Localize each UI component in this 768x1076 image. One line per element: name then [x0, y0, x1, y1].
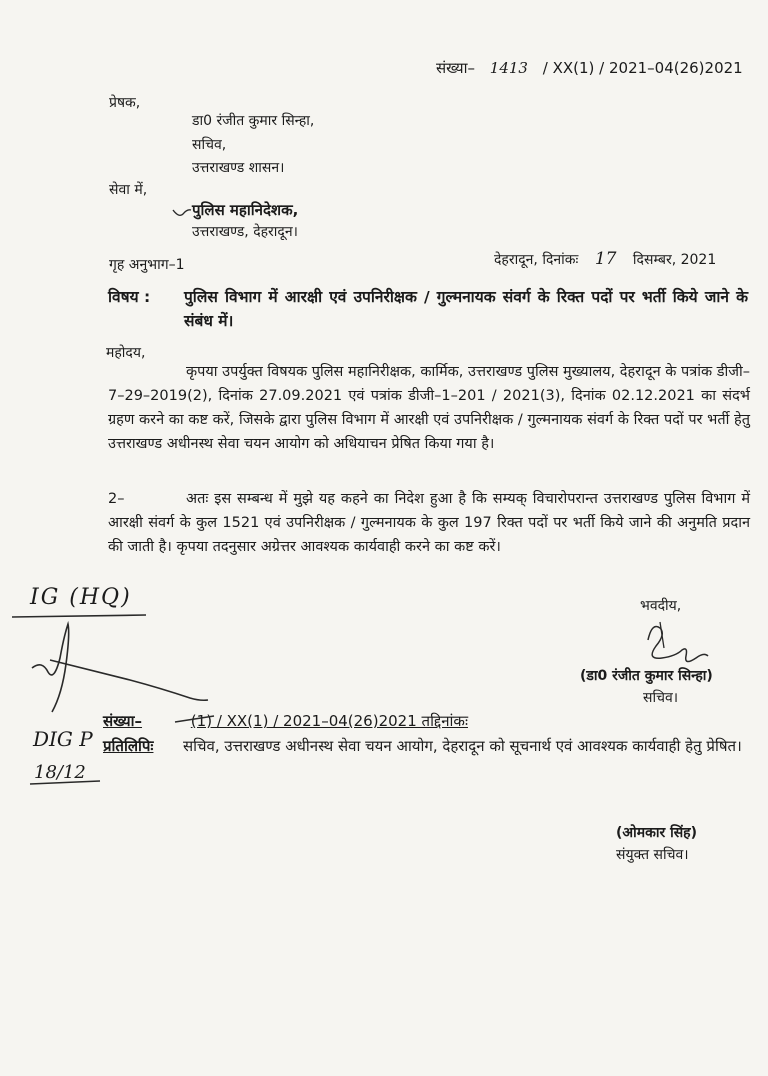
ref-suffix: / XX(1) / 2021–04(26)2021 [542, 59, 743, 77]
margin-date-underline [30, 781, 100, 784]
sender-office: उत्तराखण्ड शासन। [192, 160, 285, 176]
handwritten-note: IG (HQ) [30, 585, 132, 610]
sender-name: डा0 रंजीत कुमार सिन्हा, [192, 113, 315, 129]
ref-handwritten-number: 1413 [489, 59, 528, 77]
salutation: महोदय, [106, 345, 146, 361]
ref-blank-stroke [175, 716, 214, 722]
recipient-office: उत्तराखण्ड, देहरादून। [192, 224, 298, 240]
subject-label: विषय : [108, 288, 151, 306]
paragraph-2-number: 2– [108, 491, 125, 507]
margin-signature [32, 624, 208, 712]
ref-prefix: संख्या– [436, 59, 476, 77]
signatory-2-name: (ओमकार सिंह) [616, 825, 697, 841]
margin-date: 18/12 [34, 762, 86, 783]
date-day-handwritten: 17 [594, 249, 617, 269]
copy-to-label: प्रतिलिपिः [103, 737, 154, 755]
recipient-label: सेवा में, [109, 182, 148, 198]
endorsement-ref-label: संख्या– [103, 712, 143, 730]
signatory-2-designation: संयुक्त सचिव। [616, 847, 689, 863]
signatory-1-name: (डा0 रंजीत कुमार सिन्हा) [580, 668, 713, 684]
paragraph-1-text: कृपया उपर्युक्त विषयक पुलिस महानिरीक्षक, कार्मिक, उत्तराखण्ड पुलिस मुख्यालय, देहरादून के पत्रांक डीजी–7–29–2019(2), दिनांक 27.09.2021 एवं पत्रांक डीजी–1–201 / 2021(3), दिनांक 02.12.2021 का संदर्भ ग्रहण करने का कष्ट करें, जिसके द्वारा पुलिस विभाग में आरक्षी एवं उपनिरीक्षक / गुल्मनायक संवर्ग के रिक्त पदों पर भर्ती हेतु उत्तराखण्ड अधीनस्थ सेवा चयन आयोग को अधियाचन प्रेषित किया गया है। [108, 364, 750, 452]
sender-designation: सचिव, [192, 137, 227, 153]
recipient-designation: पुलिस महानिदेशक, [192, 201, 299, 219]
signature-1-stroke [660, 622, 664, 648]
tick-mark [173, 210, 191, 216]
margin-initials: DIG P [33, 727, 93, 751]
endorsement-ref-suffix: (1) / XX(1) / 2021–04(26)2021 तद्दिनांकः [190, 712, 468, 730]
note-underline [12, 615, 146, 617]
signature-1 [648, 627, 708, 662]
date-place: देहरादून, दिनांकः [494, 252, 579, 268]
subject-text: पुलिस विभाग में आरक्षी एवं उपनिरीक्षक / गुल्मनायक संवर्ग के रिक्त पदों पर भर्ती किये जाने के संबंध में। [184, 288, 748, 330]
signatory-1-designation: सचिव। [643, 690, 679, 706]
paragraph-2-text: अतः इस सम्बन्ध में मुझे यह कहने का निदेश हुआ है कि सम्यक् विचारोपरान्त उत्तराखण्ड पुलिस विभाग में आरक्षी संवर्ग के कुल 1521 एवं उपनिरीक्षक / गुल्मनायक के कुल 197 रिक्त पदों पर भर्ती किये जाने की अनुमति प्रदान की जाती है। कृपया तदनुसार अग्रेत्तर आवश्यक कार्यवाही करने का कष्ट करें। [108, 491, 750, 555]
copy-to-text: सचिव, उत्तराखण्ड अधीनस्थ सेवा चयन आयोग, देहरादून को सूचनार्थ एवं आवश्यक कार्यवाही हेतु प्रेषित। [183, 737, 742, 755]
date-month-year: दिसम्बर, 2021 [632, 252, 717, 268]
department-line: गृह अनुभाग–1 [109, 257, 185, 273]
closing: भवदीय, [640, 598, 682, 614]
sender-label: प्रेषक, [109, 95, 141, 111]
